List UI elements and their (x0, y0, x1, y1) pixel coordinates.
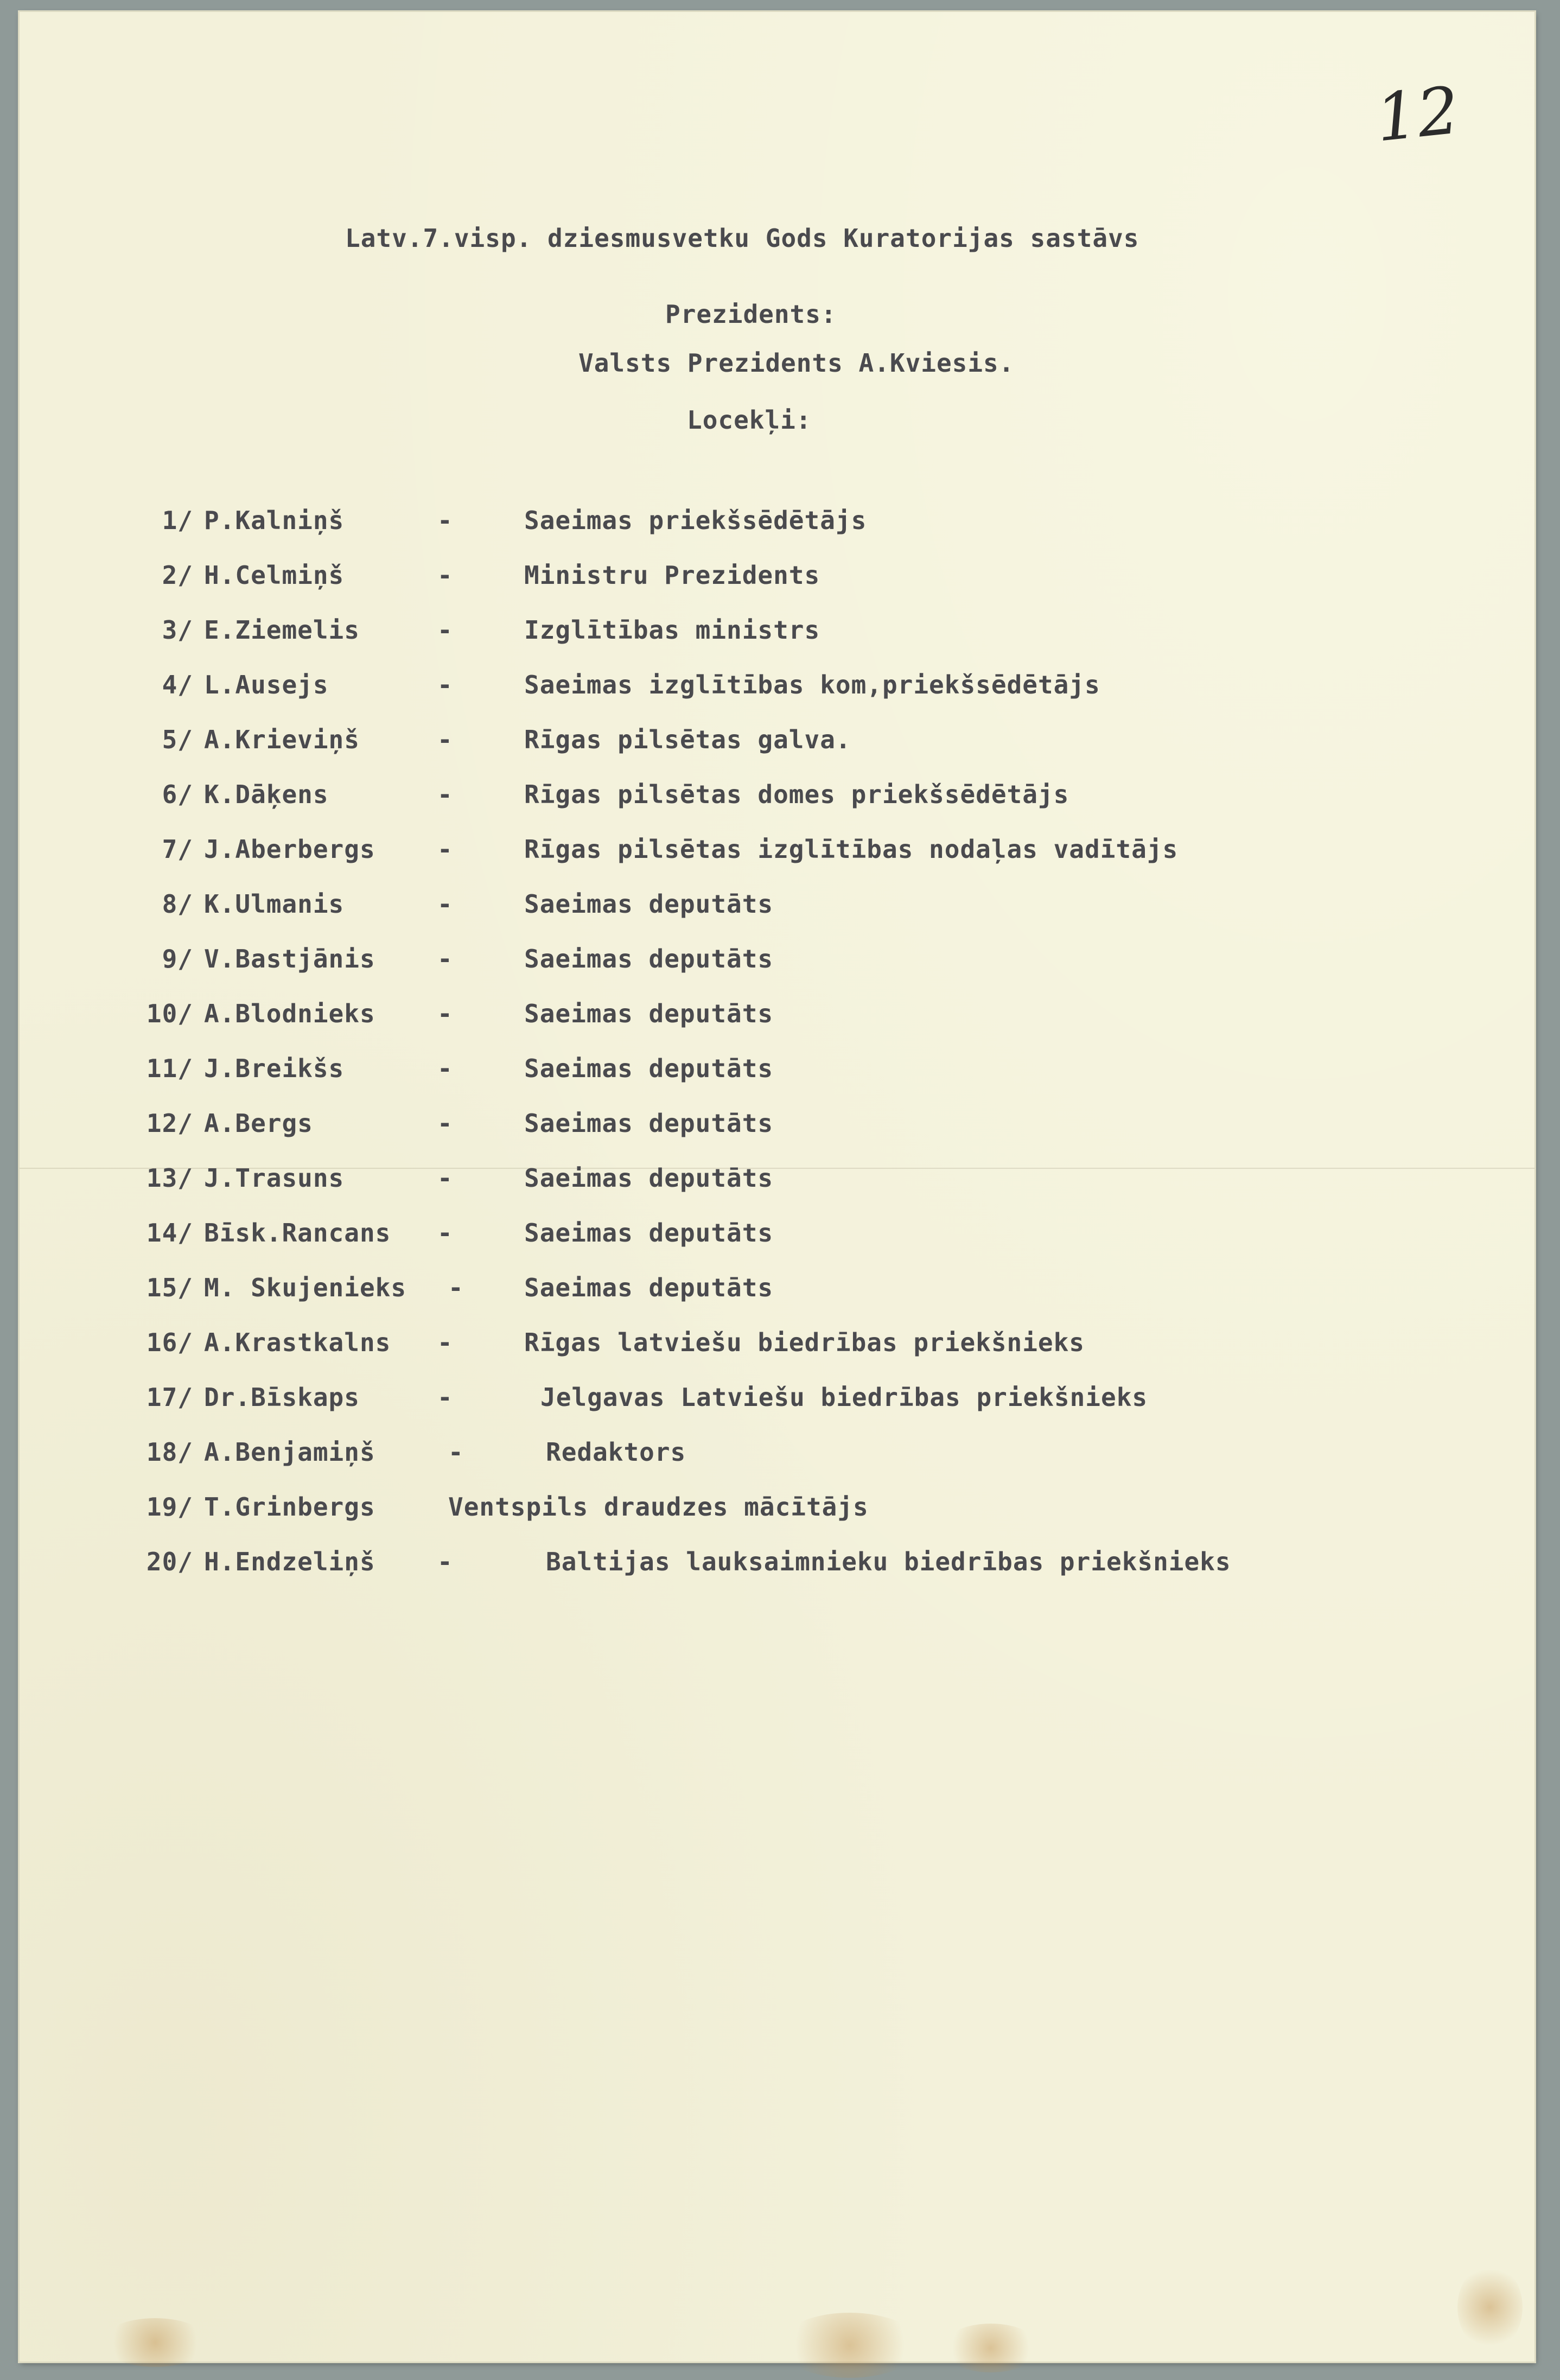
member-name: A.Krieviņš (204, 725, 360, 754)
member-name: A.Benjamiņš (204, 1437, 375, 1467)
member-role: Saeimas deputāts (524, 1054, 774, 1083)
member-name: J.Breikšs (204, 1054, 345, 1083)
member-number: 19/ (146, 1492, 193, 1522)
member-number: 20/ (146, 1547, 193, 1576)
member-dash: - (437, 1547, 453, 1576)
member-number: 12/ (146, 1109, 193, 1138)
member-name: M. Skujenieks (204, 1273, 407, 1302)
member-name: Bīsk.Rancans (204, 1218, 391, 1248)
member-role: Saeimas izglītības kom,priekšsēdētājs (524, 670, 1100, 699)
member-role: Saeimas deputāts (524, 889, 774, 919)
member-role: Rīgas pilsētas izglītības nodaļas vadītājs (524, 835, 1179, 864)
member-dash: - (437, 615, 453, 645)
paper-stain (1457, 2264, 1523, 2351)
member-role: Saeimas deputāts (524, 944, 774, 973)
paper-stain (942, 2324, 1040, 2372)
list-item (123, 1437, 1425, 1492)
list-item (123, 670, 1425, 725)
member-number: 9/ (162, 944, 193, 973)
member-number: 5/ (162, 725, 193, 754)
member-dash: - (437, 944, 453, 973)
member-name: T.Grinbergs (204, 1492, 375, 1522)
list-item (123, 1054, 1425, 1109)
paper-stain (101, 2318, 209, 2367)
paper-stain (779, 2313, 920, 2378)
member-dash: - (437, 835, 453, 864)
member-role: Redaktors (546, 1437, 686, 1467)
member-number: 10/ (146, 999, 193, 1028)
member-dash: - (437, 889, 453, 919)
member-dash: - (437, 1163, 453, 1193)
members-list (123, 506, 1425, 1602)
list-item (123, 1383, 1425, 1437)
member-number: 16/ (146, 1328, 193, 1357)
member-name: J.Aberbergs (204, 835, 375, 864)
list-item (123, 1328, 1425, 1383)
list-item (123, 1109, 1425, 1163)
member-role: Saeimas deputāts (524, 1273, 774, 1302)
member-dash: - (437, 1054, 453, 1083)
document-title: Latv.7.visp. dziesmusvetku Gods Kuratorijas sastāvs (345, 224, 1139, 253)
list-item (123, 1163, 1425, 1218)
member-name: Dr.Bīskaps (204, 1383, 360, 1412)
list-item (123, 506, 1425, 561)
member-name: H.Celmiņš (204, 561, 345, 590)
member-number: 18/ (146, 1437, 193, 1467)
list-item (123, 889, 1425, 944)
member-role: Saeimas deputāts (524, 999, 774, 1028)
member-name: P.Kalniņš (204, 506, 345, 535)
member-number: 17/ (146, 1383, 193, 1412)
member-role: Rīgas pilsētas galva. (524, 725, 851, 754)
member-number: 1/ (162, 506, 193, 535)
member-number: 15/ (146, 1273, 193, 1302)
member-number: 3/ (162, 615, 193, 645)
member-name: E.Ziemelis (204, 615, 360, 645)
member-dash: - (437, 1218, 453, 1248)
members-heading: Locekļi: (687, 405, 812, 435)
member-role: Saeimas deputāts (524, 1109, 774, 1138)
member-role: Ventspils draudzes mācītājs (448, 1492, 869, 1522)
member-role: Ministru Prezidents (524, 561, 820, 590)
member-role: Saeimas priekšsēdētājs (524, 506, 867, 535)
member-name: J.Trasuns (204, 1163, 345, 1193)
list-item (123, 944, 1425, 999)
member-number: 7/ (162, 835, 193, 864)
member-role: Jelgavas Latviešu biedrības priekšnieks (540, 1383, 1148, 1412)
member-number: 13/ (146, 1163, 193, 1193)
folio-number: 12 (1372, 73, 1463, 157)
member-dash: - (437, 725, 453, 754)
member-dash: - (437, 561, 453, 590)
list-item (123, 1547, 1425, 1602)
list-item (123, 561, 1425, 615)
member-name: V.Bastjānis (204, 944, 375, 973)
member-dash: - (437, 1328, 453, 1357)
member-dash: - (448, 1273, 464, 1302)
member-dash: - (437, 1383, 453, 1412)
member-number: 8/ (162, 889, 193, 919)
member-dash: - (437, 1109, 453, 1138)
member-role: Rīgas latviešu biedrības priekšnieks (524, 1328, 1085, 1357)
member-name: K.Dāķens (204, 780, 329, 809)
member-role: Rīgas pilsētas domes priekšsēdētājs (524, 780, 1069, 809)
member-number: 2/ (162, 561, 193, 590)
member-name: K.Ulmanis (204, 889, 345, 919)
list-item (123, 835, 1425, 889)
list-item (123, 999, 1425, 1054)
member-role: Saeimas deputāts (524, 1163, 774, 1193)
list-item (123, 615, 1425, 670)
member-number: 6/ (162, 780, 193, 809)
list-item (123, 1273, 1425, 1328)
member-name: A.Bergs (204, 1109, 313, 1138)
president-name: Valsts Prezidents A.Kviesis. (578, 348, 1015, 378)
member-dash: - (448, 1437, 464, 1467)
member-name: L.Ausejs (204, 670, 329, 699)
member-number: 11/ (146, 1054, 193, 1083)
list-item (123, 1492, 1425, 1547)
list-item (123, 725, 1425, 780)
member-role: Izglītības ministrs (524, 615, 820, 645)
member-name: H.Endzeliņš (204, 1547, 375, 1576)
member-dash: - (437, 999, 453, 1028)
president-heading: Prezidents: (665, 300, 837, 329)
member-dash: - (437, 506, 453, 535)
member-number: 14/ (146, 1218, 193, 1248)
member-dash: - (437, 670, 453, 699)
list-item (123, 780, 1425, 835)
member-dash: - (437, 780, 453, 809)
member-role: Baltijas lauksaimnieku biedrības priekšnieks (546, 1547, 1231, 1576)
list-item (123, 1218, 1425, 1273)
member-role: Saeimas deputāts (524, 1218, 774, 1248)
document-page (20, 12, 1534, 2362)
member-name: A.Krastkalns (204, 1328, 391, 1357)
member-name: A.Blodnieks (204, 999, 375, 1028)
member-number: 4/ (162, 670, 193, 699)
